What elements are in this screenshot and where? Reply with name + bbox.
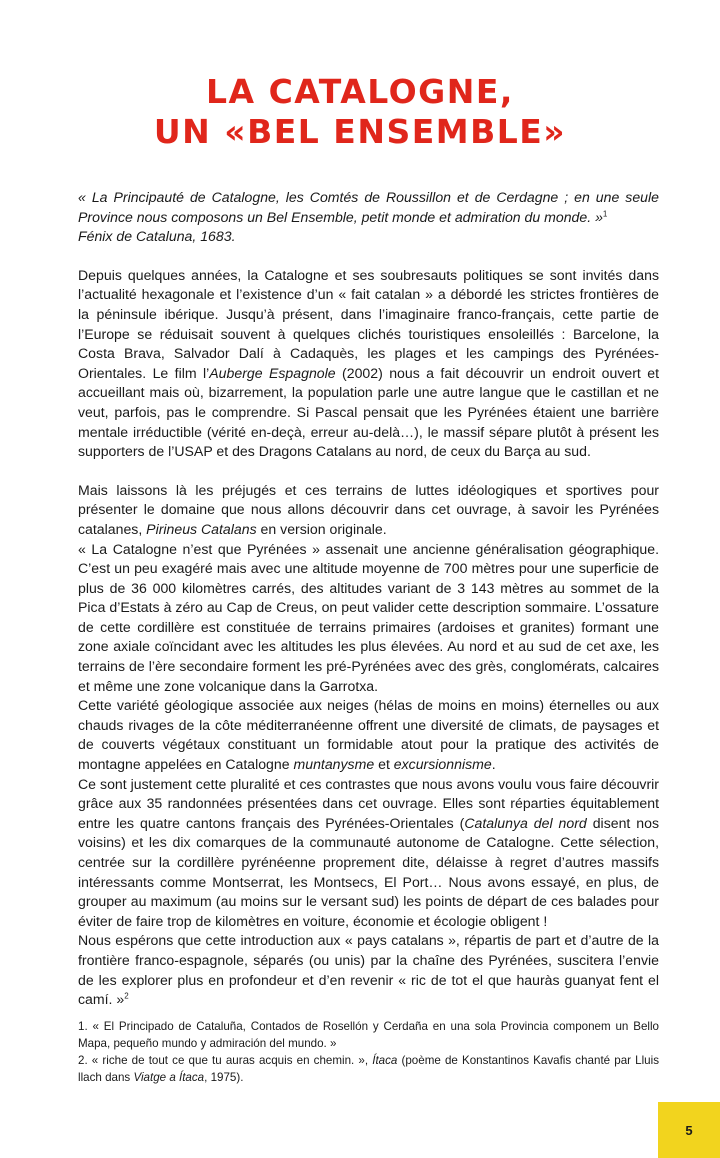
paragraph-6 xyxy=(78,931,659,1009)
paragraph-3: « La Catalogne n’est que Pyrénées » assenait une ancienne généralisation géographique. C’est un peu exagéré mais avec une altitude moyenne de 700 mètres pour une superficie de plus de 36 000 kilomètres carrés, des altitudes variant de 3 143 mètres au sommet de la Pica d’Estats à zéro au Cap de Creus, on peut valider cette description sommaire. L’ossature de cette cordillère est constituée de terrains primaires (ardoises et granites) formant une zone axiale coïncidant avec les altitudes les plus élevées. Au nord et au sud de cet axe, les terrains de l’ère secondaire forment les pré-Pyrénées avec des grès, conglomérats, calcaires et même une zone volcanique dans la Garrotxa. xyxy=(78,540,659,694)
epigraph-source-text: Fénix de Cataluna, 1683. xyxy=(78,228,236,245)
paragraph-4-text-c: et xyxy=(374,756,394,773)
footnote-ref-1: 1 xyxy=(602,208,608,218)
title-line-2: UN «BEL ENSEMBLE» xyxy=(153,112,567,151)
footnote-2-text-a: 2. « riche de tout ce que tu auras acquis en chemin. », xyxy=(78,1054,373,1067)
footnotes xyxy=(78,1018,659,1086)
footnote-2-text-e: , 1975). xyxy=(204,1071,244,1084)
paragraph-1-text-a: Depuis quelques années, la Catalogne et ses soubresauts politiques se sont invités dans l’actualité hexagonale et l’existence d’un « fait catalan » a débordé les strictes frontières de la péninsule ibérique. Jusqu’à présent, dans l’imaginaire franco-français, cette partie de l’Europe se réduisait souvent à quelques clichés touristiques ensoleillés : Barcelone, la Costa Brava, Salvador Dalí à Cadaquès, les plages et les campings des Pyrénées-Orientales. Le film l’ xyxy=(78,266,659,381)
paragraph-1-text-c: (2002) nous a fait découvrir un endroit ouvert et accueillant mais où, bizarrement, la population parle une autre langue que le castillan et ne veut, parfois, pas le comprendre. Si Pascal pensait que les Pyrénées étaient une barrière mentale irréductible (vérité en-deçà, erreur au-delà…), le massif sépare plutôt à présent les supporters de l’USAP et des Dragons Catalans au nord, de ceux du Barça au sud. xyxy=(78,364,660,460)
muntanysme-term: muntanysme xyxy=(293,756,375,773)
paragraph-4-text-e: . xyxy=(491,756,496,773)
title-line-1: LA CATALOGNE, xyxy=(206,72,514,111)
paragraph-5 xyxy=(78,775,659,932)
paragraph-4-text-a: Cette variété géologique associée aux neiges (hélas de moins en moins) éternelles ou aux chauds rivages de la côte méditerranéenne offrent une diversité de climats, de paysages et de couverts végétaux constituant un formidable atout pour la pratique des activités de montagne appelées en Catalogne xyxy=(78,697,659,773)
itaca-title: Ítaca xyxy=(372,1054,398,1067)
epigraph-quote xyxy=(78,188,659,227)
viatge-a-itaca-title: Viatge a Ítaca xyxy=(133,1071,205,1084)
excursionnisme-term: excursionnisme xyxy=(393,756,492,773)
footnote-2 xyxy=(78,1052,659,1086)
paragraph-5-text-c: disent nos voisins) et les dix comarques de la communauté autonome de Catalogne. Cette sélection, centrée sur la cordillère pyrénéenne proprement dite, délaisse à regret d’autres massifs intéressants comme Montserrat, les Montsecs, El Port… Nous avons essayé, en plus, de grouper au maximum (au moins sur le versant sud) les points de départ de ces balades pour éviter de faire trop de kilomètres en voiture, économie et écologie obligent ! xyxy=(78,814,660,929)
footnote-2-text-c: (poème de Konstantinos Kavafis chanté par Lluis llach dans xyxy=(78,1054,659,1084)
page-number: 5 xyxy=(685,1122,693,1138)
paragraph-2-text-a: Mais laissons là les préjugés et ces terrains de luttes idéologiques et sportives pour présenter le domaine que nous allons découvrir dans cet ouvrage, à savoir les Pyrénées catalanes, xyxy=(78,481,659,537)
catalunya-del-nord-term: Catalunya del nord xyxy=(464,814,587,831)
footnote-ref-2: 2 xyxy=(124,991,129,1001)
paragraph-2-text-c: en version originale. xyxy=(256,520,387,537)
pirineus-catalans-term: Pirineus Catalans xyxy=(146,520,257,537)
film-title: Auberge Espagnole xyxy=(209,364,336,381)
paragraph-2 xyxy=(78,481,659,540)
paragraph-4 xyxy=(78,696,659,774)
paragraph-1 xyxy=(78,266,659,462)
epigraph-quote-text: « La Principauté de Catalogne, les Comtés de Roussillon et de Cerdagne ; en une seule Province nous composons un Bel Ensemble, petit monde et admiration du monde. » xyxy=(78,189,659,225)
page-title xyxy=(0,72,720,152)
epigraph-source xyxy=(78,227,659,247)
page-number-tab xyxy=(658,1102,720,1158)
main-text xyxy=(78,188,659,1010)
paragraph-5-text-a: Ce sont justement cette pluralité et ces contrastes que nous avons voulu vous faire découvrir grâce aux 35 randonnées présentées dans cet ouvrage. Elles sont réparties équitablement entre les quatre cantons français des Pyrénées-Orientales ( xyxy=(78,775,659,831)
paragraph-6-text: Nous espérons que cette introduction aux « pays catalans », répartis de part et d’autre de la frontière franco-espagnole, séparés (ou unis) par la chaîne des Pyrénées, suscitera l’envie de les explorer plus en profondeur et d’en revenir « ric de tot el que hauràs guanyat fent el camí. » xyxy=(78,932,659,1008)
footnote-1: 1. « El Principado de Cataluña, Contados de Rosellón y Cerdaña en una sola Provincia componem un Bello Mapa, pequeño mundo y admiración del mundo. » xyxy=(78,1020,659,1050)
